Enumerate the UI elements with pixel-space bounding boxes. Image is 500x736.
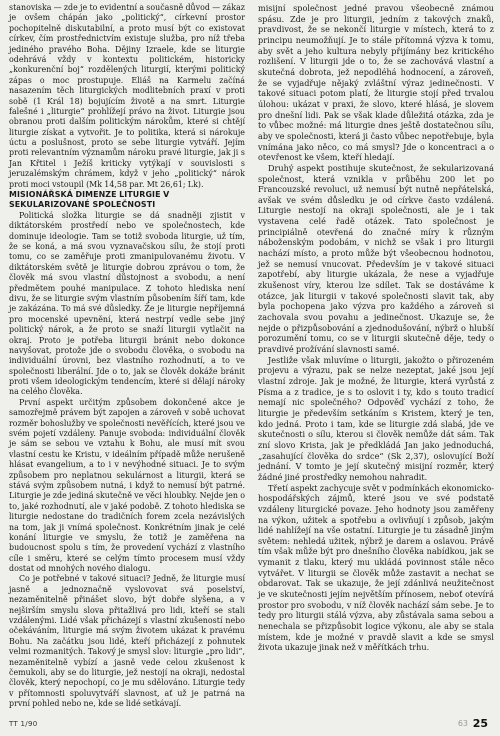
paragraph: Jestliže však mluvíme o liturgii, jakožto o přirozeném projevu a výrazu, pak se nelze nezeptat, jaké jsou její vlastní zdroje. Jak je možné, že liturgie, která vyrůstá z Písma a z tradice, je s to oslovit i ty, kdo s touto tradicí nemají nic společného? Odpověď vychází z toho, že liturgie je především setkáním s Kristem, který je ten, kdo jedná. Proto i tam, kde se liturgie zdá slabá, jde ve skutečnosti o sílu, kterou si člověk nemůže dát sám. Tak zní slovo Krista, jak je předkládá Jan jako jednoduchá, „zasahující člověka do srdce“ (Sk 2,37), oslovující Boží jednání. V tomto je její skutečný misijní rozměr, který žádné jiné prostředky nemohou nahradit. (258, 354, 494, 482)
paragraph: Třetí aspekt zachycuje svět v podmínkách ekonomicko-hospodářských zájmů, které jsou ve své podstatě vzdáleny liturgické povaze. Jeho hodnoty jsou zaměřeny na výkon, užitek a spotřebu a ovlivňují i způsob, jakým lidé nahlížejí na vše ostatní. Liturgie je tu zásadně jiným světem: nehledá užitek, nýbrž je darem a oslavou. Právě tím však může být pro dnešního člověka nabídkou, jak se vymanit z tlaku, který mu ukládá povinnost stále něco vytvářet. V liturgii se člověk může zastavit a nechat se obdarovat. Tak se ukazuje, že její zdánlivá neužitečnost je ve skutečnosti jejím největším přínosem, neboť otevírá prostor pro svobodu, v níž člověk nachází sám sebe. Je to tedy pro liturgii stálá výzva, aby zůstávala sama sebou a nenechala se přizpůsobit logice výkonu, ale aby se stala místem, kde je možné v pravdě slavit a kde se smysl života ukazuje jinak než v měřítkách trhu. (258, 482, 494, 653)
page-stamp: 63 (457, 719, 468, 728)
journal-reference: TT 1/90 (9, 720, 38, 728)
page-footer (9, 718, 488, 732)
paragraph: Co je potřebné v takové situaci? Jedně, že liturgie musí jasně a jednoznačně vyslovovat svá poselství, nezaměnitelně přinášet slovo, být dobře slyšena, a v nejširším smyslu slova přitažlivá pro lidi, kteří se stali vzdálenými. Lidé však přicházejí s vlastní zkušeností nebo očekáváním, liturgie má svým životem ukázat k pravému Bohu. Na začátku jsou lidé, kteří přicházejí z pohnutek velmi rozmanitých. Takový je smysl slov: liturgie „pro lidi“, nezaměnitelně vybízí a jasně vede celou zkušenost k čemukoli, aby se do liturgie, jež nestojí na okraji, nedostal člověk, který nepochopí, co je mu sdělováno. Liturgie tedy v přítomnosti spoluvytváří slavnost, ať už je patrná na první pohled nebo ne, kde se lidé setkávají. (9, 574, 245, 709)
section-heading: MISIONÁŘSKÁ DIMENZE LITURGIE V SEKULARIZOVANÉ SPOLEČNOSTI (9, 190, 170, 210)
paragraph: misijní společnost jedné pravou všeobecně známou spásu. Zde je pro liturgii, jedním z takových znaků, pravdivost, že se nekončí liturgie v místech, která to z principu neumožňují. Je to stále přítomná výzva k tomu, aby svět a jeho kultura nebyly přijímány bez kritického rozlišení. V liturgii jde o to, že se zachovává vlastní a skutečná dobrota, jež nepodléhá hodnocení, a zároveň, že se vyjadřuje nějaký zvláštní výraz jedinečnosti. V takové situaci potom platí, že liturgie stojí před trvalou úlohou: ukázat v praxi, že slovo, které hlásá, je slovem pro dnešní lidi. Pak se však klade důležitá otázka, zda je to vůbec možné: má liturgie dnes ještě dostatečnou sílu, aby ve společnosti, která ji často vůbec nepotřebuje, byla vnímána jako něco, co má smysl? Jde o koncentraci a o otevřenost ke všem, kteří hledají. (258, 3, 494, 163)
page-number: 25 (472, 717, 488, 730)
paragraph: stanoviska — zde je to evidentní a současně důvod — zákaz je ovšem chápán jako „politický“, církevní prostor pochopitelně diskutabilní, a proto musí být co existovat církev, čím prostřednictvím existuje služba, pro níž třeba jediného pravého Boha. Dějiny Izraele, kde se liturgie odehrává vždy v kontextu politickém, historicky „konkurenční boj“ rozdělených liturgií, kterými politický zápas o moc prostupuje. Eliáš na Karmelu začíná nasazením těch liturgických modlitebních praxí v proti sobě (1 Král 18) bojujícím životě a na smrt. Liturgie falešné i „liturgie“ prohlížejí právo na život. Liturgie jsou obranou proti dalším politickým nárokům, které si chtějí liturgie získat a vytvořit. Je to politika, která si nárokuje úctu a poslušnost, proto se sebe liturgie vytváří. Jejím proti relevantním významům nároku pravé liturgie, jak ji s Jan Křtitel i Ježíš kriticky vytýkají v souvislosti s jeruzalémským chrámem, když v jeho „politický“ nárok proti moci vstoupil (Mk 14,58 par. Mt 26,61; Lk). (9, 3, 245, 189)
paragraph: Politická složka liturgie se dá snadněji zjistit v diktátorském prostředí nebo ve společnostech, kde dominuje ideologie. Tam se totiž svoboda liturgie, už tím, že se koná, a má svou vyznavačskou sílu, že stojí proti tomu, co se zaměřuje proti zmanipulovanému životu. V diktátorském světě je liturgie dobrou zprávou o tom, že člověk má svou vlastní důstojnost a svobodu, a není předmětem pouhé manipulace. Z tohoto hlediska není divu, že se liturgie svým vlastním působením šíří tam, kde je zakázána. To má své důsledky. Že je liturgie nepříjemná pro mocenské upevnění, která nestrpí vedle sebe jiný politický nárok, a že proto se snaží liturgii vytlačit na okraj. Proto je potřeba liturgii bránit nebo dokonce navyšovat, protože jde o svobodu člověka, o svobodu na individuální úrovni, bez vlastního rozhodnutí, a to ve společnosti liberální. Jde o to, jak se člověk dokáže bránit proti všem ideologickým tendencím, které si dělají nároky na celého člověka. (9, 210, 245, 397)
right-column (258, 3, 494, 653)
paragraph: První aspekt určitým způsobem dokončené akce je samozřejmě právem být zapojen a zároveň v sobě uchovat rozměr bohoslužby ve společnosti nevěřících, které jsou ve svém pojetí vzdáleny. Panuje svoboda: individuální člověk je sám se sebou ve vztahu k Bohu, ale musí mít svou vlastní cestu ke Kristu, v ideálním případě může nerušeně hlásat evangelium, a to i v nevýhodné situaci. Je to svým způsobem pro neplatnou sekulárnost a liturgii, která se stává svým způsobem nutná, i když to nemusí být patrné. Liturgie je zde jediná skutečně ve věci hloubky. Nejde jen o to, jaké rozhodnutí, ale v jaké podobě. Z tohoto hlediska se liturgie nedostane do tradičních forem zcela nezávislých na tom, jak ji vnímá společnost. Konkrétním jinak je celé konání liturgie ve smyslu, že totiž je zaměřena na budoucnost spolu s tím, že provedení vychází z vlastního cíle i směru, které se celým tímto procesem musí vždy dostat od mnohých nového dialogu. (9, 397, 245, 574)
left-column (9, 3, 245, 710)
paragraph: Druhý aspekt postihuje skutečnost, že sekularizovaná společnost, která vznikla v průběhu 200 let po Francouzské revoluci, už nemusí být nutně nepřátelská, avšak ve svém důsledku je od církve často vzdálená. Liturgie nestojí na okraji společnosti, ale je i tak vystavena celé řadě otázek. Tato společnost je principiálně otevřená do značné míry k různým náboženským podobám, v nichž se však i pro liturgii nachází místo, a proto může být všeobecnou hodnotou, jež se nemusí vnucovat. Především je v takové situaci zapotřebí, aby liturgie ukázala, že nese a vyjadřuje zkušenost víry, kterou lze sdílet. Tak se dostáváme k otázce, jak liturgii v takové společnosti slavit tak, aby byla pochopena jako výzva pro každého a zároveň si zachovala svou povahu a jedinečnost. Ukazuje se, že nejde o přizpůsobování a zjednodušování, nýbrž o hlubší porozumění tomu, co se v liturgii skutečně děje, tedy o pravdivé prožívání slavnosti samé. (258, 162, 494, 354)
